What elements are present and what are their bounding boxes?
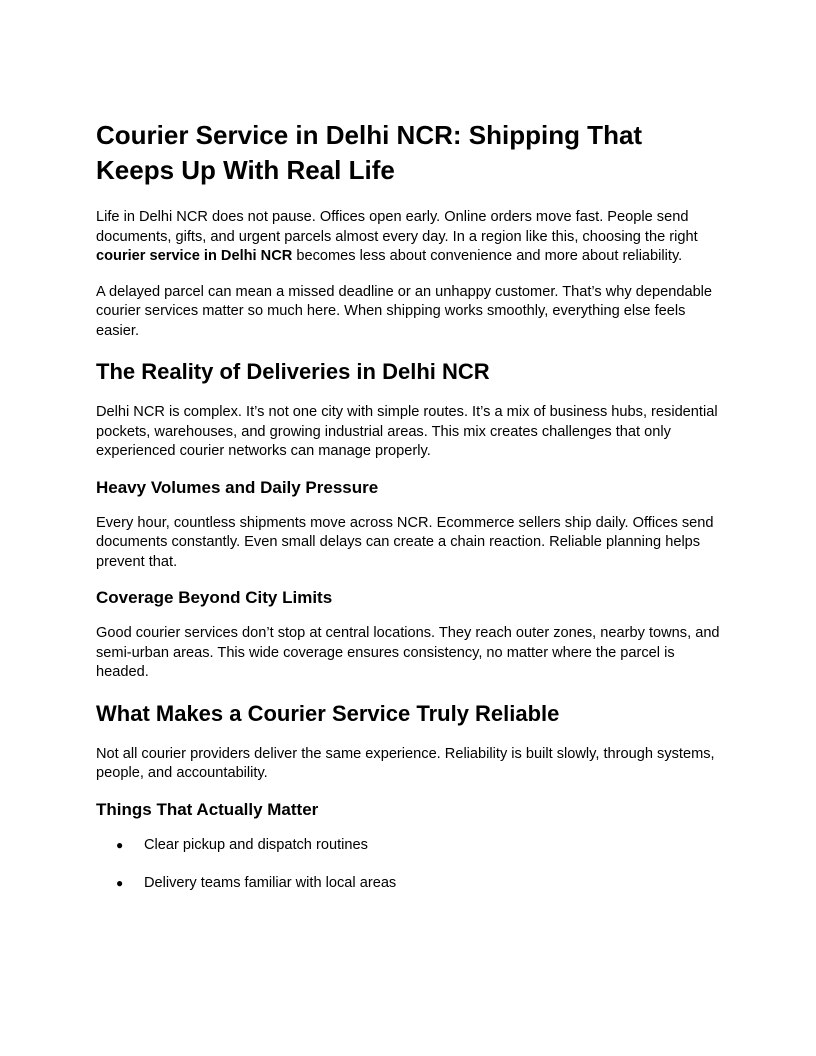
intro-text-end: becomes less about convenience and more about reliability. <box>292 248 683 264</box>
section-heading-reliable: What Makes a Courier Service Truly Reliable <box>96 700 560 726</box>
subheading-things-that-matter: Things That Actually Matter <box>96 799 319 819</box>
list-item-text: Clear pickup and dispatch routines <box>144 836 368 853</box>
document-page <box>96 118 722 913</box>
bullet-icon: ● <box>116 876 124 890</box>
intro-paragraph-1 <box>96 208 722 267</box>
list-item-text: Delivery teams familiar with local areas <box>144 875 397 891</box>
bullet-icon: ● <box>116 837 124 852</box>
list-item <box>96 874 722 894</box>
section-reliable-paragraph: Not all courier providers deliver the same experience. Reliability is built slowly, through systems, people, and accountability. <box>96 745 715 781</box>
document-title: Courier Service in Delhi NCR: Shipping That Keeps Up With Real Life <box>96 120 643 185</box>
coverage-paragraph: Good courier services don’t stop at central locations. They reach outer zones, nearby towns, and semi-urban areas. This wide coverage ensures consistency, no matter where the parcel is headed. <box>96 625 720 680</box>
intro-text-start: Life in Delhi NCR does not pause. Offices open early. Online orders move fast. People send documents, gifts, and urgent parcels almost every day. In a region like this, choosing the right <box>96 209 698 245</box>
section-heading-deliveries: The Reality of Deliveries in Delhi NCR <box>96 359 490 384</box>
subheading-heavy-volumes: Heavy Volumes and Daily Pressure <box>96 477 379 497</box>
intro-bold-keyword: courier service in Delhi NCR <box>96 248 293 264</box>
section-deliveries-paragraph: Delhi NCR is complex. It’s not one city with simple routes. It’s a mix of business hubs, residential pockets, warehouses, and growing industrial areas. This mix creates challenges that only experienced courier networks can manage properly. <box>96 404 718 459</box>
subheading-coverage: Coverage Beyond City Limits <box>96 588 333 607</box>
list-item <box>96 836 722 856</box>
heavy-volumes-paragraph: Every hour, countless shipments move across NCR. Ecommerce sellers ship daily. Offices send documents constantly. Even small delays can create a chain reaction. Reliable planning helps prevent that. <box>96 514 714 570</box>
things-that-matter-list <box>96 836 722 894</box>
intro-paragraph-2: A delayed parcel can mean a missed deadline or an unhappy customer. That’s why dependable courier services matter so much here. When shipping works smoothly, everything else feels easier. <box>96 283 713 339</box>
